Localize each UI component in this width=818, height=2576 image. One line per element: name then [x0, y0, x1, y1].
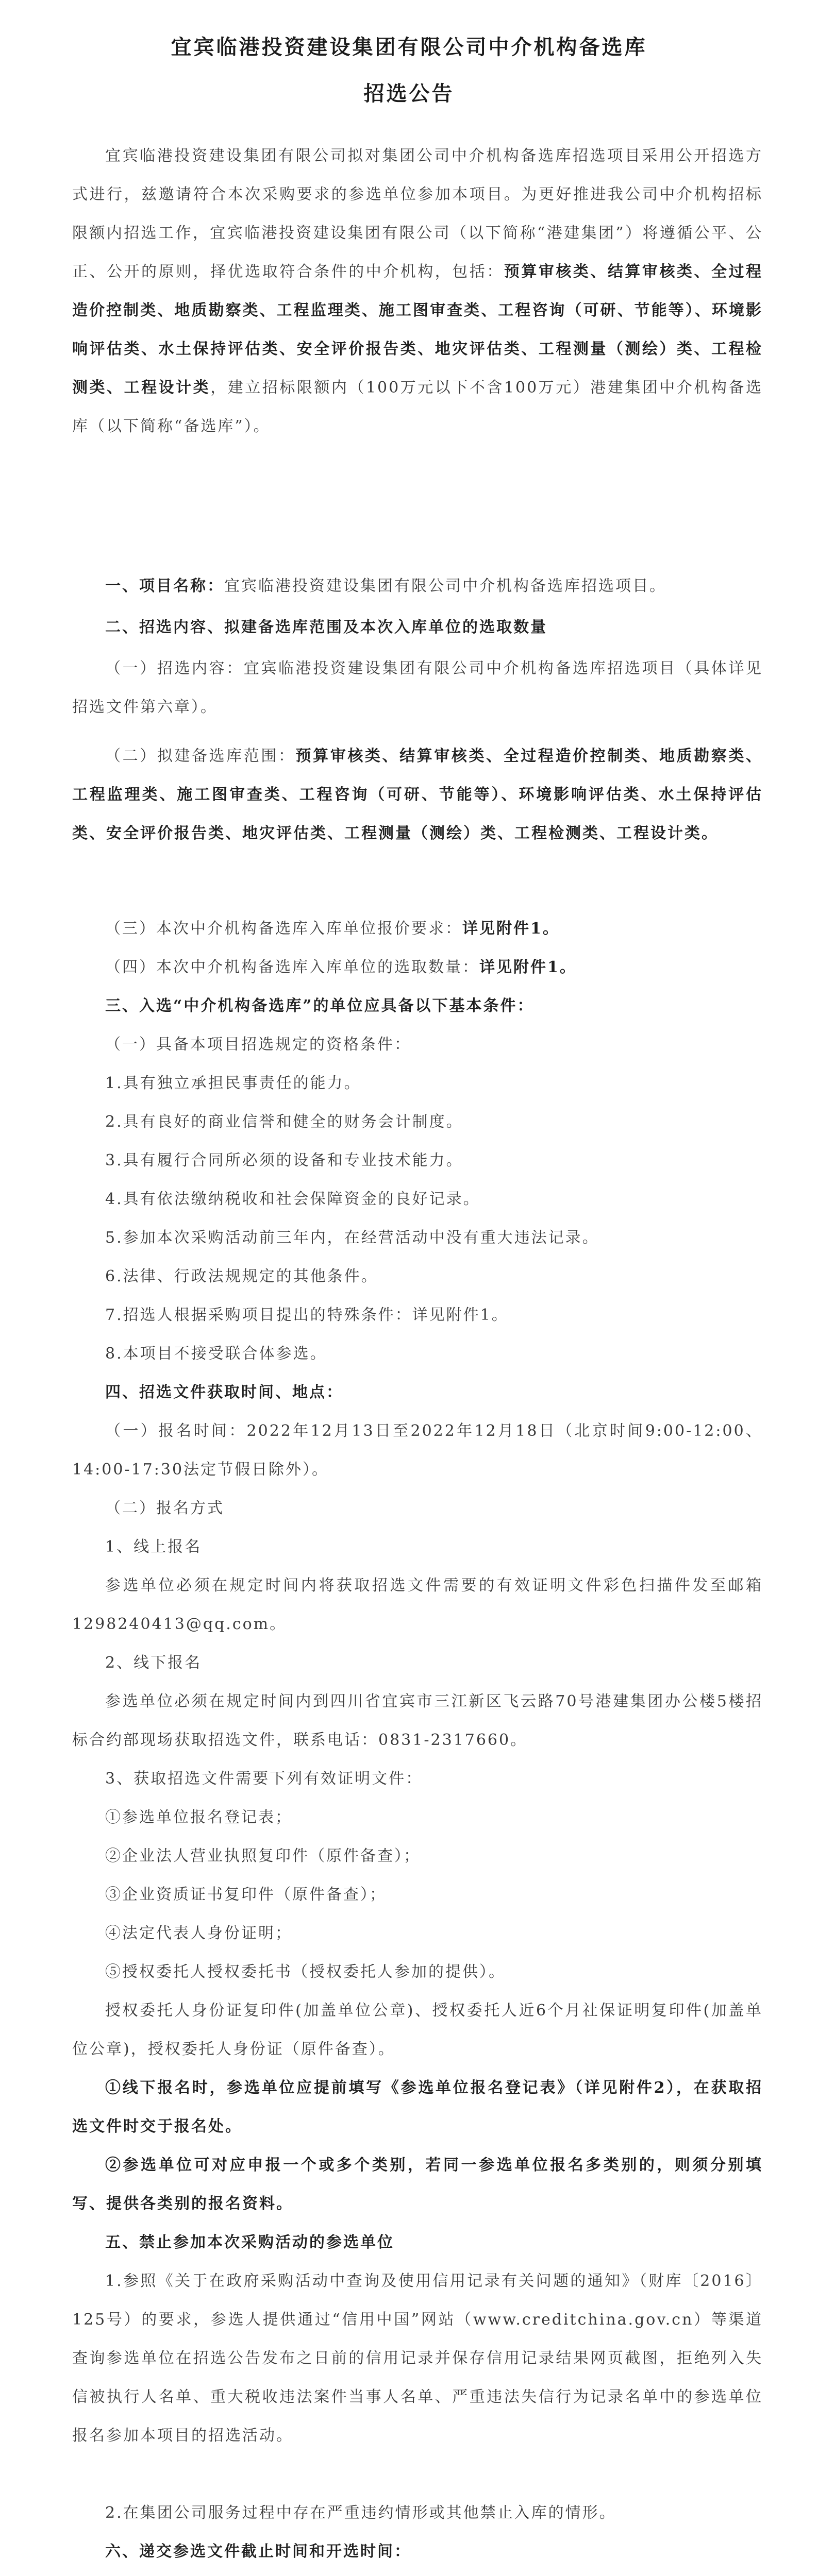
- section-1-heading: 一、项目名称：: [105, 577, 224, 595]
- section-2-item-4-value: 详见附件1。: [479, 958, 577, 976]
- section-2-item-2-categories: 预算审核类、结算审核类、全过程造价控制类、地质勘察类、工程监理类、施工图审查类、工程咨询（可研、节能等）、环境影响评估类、水土保持评估类、安全评价报告类、地灾评估类、工程测量（测绘）类、工程检测类、工程设计类。: [72, 747, 763, 842]
- section-2-heading: 二、招选内容、拟建备选库范围及本次入库单位的选取数量: [105, 618, 547, 636]
- intro-categories: 预算审核类、结算审核类、全过程造价控制类、地质勘察类、工程监理类、施工图审查类、工程咨询（可研、节能等）、环境影响评估类、水土保持评估类、安全评价报告类、地灾评估类、工程测量（测绘）类、工程检测类、工程设计类: [72, 263, 763, 397]
- intro-paragraph: [72, 137, 763, 446]
- condition-item: 6.法律、行政法规规定的其他条件。: [105, 1267, 378, 1285]
- section-2-item-3-value: 详见附件1。: [462, 920, 560, 938]
- section-1: [72, 567, 763, 605]
- condition-item: 8.本项目不接受联合体参选。: [105, 1345, 327, 1363]
- section-4-heading: 四、招选文件获取时间、地点：: [105, 1383, 343, 1401]
- section-5-heading: 五、禁止参加本次采购活动的参选单位: [105, 2233, 394, 2251]
- online-registration-text: 参选单位必须在规定时间内将获取招选文件需要的有效证明文件彩色扫描件发至邮箱1298240413@qq.com。: [72, 1577, 763, 1633]
- offline-registration-heading: 2、线下报名: [105, 1654, 202, 1672]
- required-docs-heading: 3、获取招选文件需要下列有效证明文件：: [105, 1770, 423, 1788]
- required-doc-item: ⑤授权委托人授权委托书（授权委托人参加的提供）。: [105, 1963, 506, 1981]
- condition-item: 5.参加本次采购活动前三年内，在经营活动中没有重大违法记录。: [105, 1229, 599, 1247]
- section-2-item-4: [72, 948, 763, 987]
- online-registration-heading: 1、线上报名: [105, 1538, 202, 1556]
- section-2-item-4-label: （四）本次中介机构备选库入库单位的选取数量：: [105, 958, 479, 976]
- section-1-value: 宜宾临港投资建设集团有限公司中介机构备选库招选项目。: [224, 577, 666, 595]
- section-2-item-3-label: （三）本次中介机构备选库入库单位报价要求：: [105, 920, 462, 938]
- registration-method-heading: （二）报名方式: [105, 1499, 224, 1517]
- required-doc-item: ②企业法人营业执照复印件（原件备查）；: [105, 1847, 421, 1865]
- required-doc-item: ①参选单位报名登记表；: [105, 1808, 292, 1826]
- section-3-heading: 三、入选“中介机构备选库”的单位应具备以下基本条件：: [105, 997, 535, 1015]
- required-doc-item: ③企业资质证书复印件（原件备查）；: [105, 1886, 387, 1904]
- intro-text-a: 宜宾临港投资建设集团有限公司拟对集团公司中介机构备选库招选项目采用公开招选方式进行，兹邀请符合本次采购要求的参选单位参加本项目。为更好推进我公司中介机构招标限额内招选工作，宜宾临港投资建设集团有限公司（以下简称“港建集团”）将遵循公平、公正、公开的原则，择优选取符合条件的中介机构，包括：: [72, 147, 763, 281]
- registration-note-1: ①线下报名时，参选单位应提前填写《参选单位报名登记表》（详见附件2），在获取招选文件时交于报名处。: [72, 2079, 763, 2136]
- offline-registration-text: 参选单位必须在规定时间内到四川省宜宾市三江新区飞云路70号港建集团办公楼5楼招标合约部现场获取招选文件，联系电话：0831-2317660。: [72, 1692, 763, 1749]
- section-2-item-1: （一）招选内容：宜宾临港投资建设集团有限公司中介机构备选库招选项目（具体详见招选文件第六章）。: [72, 659, 763, 716]
- section-2-item-2: [72, 737, 763, 853]
- section-3-sub-1: （一）具备本项目招选规定的资格条件：: [105, 1036, 411, 1054]
- condition-item: 1.具有独立承担民事责任的能力。: [105, 1074, 361, 1092]
- section-6-heading: 六、递交参选文件截止时间和开选时间：: [105, 2543, 411, 2561]
- section-6-item-1: [72, 2571, 763, 2576]
- authorization-docs: 授权委托人身份证复印件(加盖单位公章)、授权委托人近6个月社保证明复印件(加盖单位公章)，授权委托人身份证（原件备查）。: [72, 2002, 763, 2058]
- registration-note-2: ②参选单位可对应申报一个或多个类别，若同一参选单位报名多类别的，则须分别填写、提供各类别的报名资料。: [72, 2156, 763, 2213]
- section-5-item-2: 2.在集团公司服务过程中存在严重违约情形或其他禁止入库的情形。: [105, 2504, 616, 2522]
- condition-item: 2.具有良好的商业信誉和健全的财务会计制度。: [105, 1113, 463, 1131]
- registration-time: （一）报名时间：2022年12月13日至2022年12月18日（北京时间9:00-12:00、14:00-17:30法定节假日除外）。: [72, 1422, 763, 1479]
- section-2-item-3: [72, 909, 763, 948]
- section-2-item-2-label: （二）拟建备选库范围：: [105, 747, 296, 765]
- document-subtitle: 招选公告: [363, 82, 455, 106]
- condition-item: 3.具有履行合同所必须的设备和专业技术能力。: [105, 1151, 463, 1170]
- section-5-item-1: 1.参照《关于在政府采购活动中查询及使用信用记录有关问题的通知》（财库〔2016〕125号）的要求，参选人提供通过“信用中国”网站（www.creditchina.gov.cn）等渠道查询参选单位在招选公告发布之日前的信用记录并保存信用记录结果网页截图，拒绝列入失信被执行人名单、重大税收违法案件当事人名单、严重违法失信行为记录名单中的参选单位报名参加本项目的招选活动。: [72, 2272, 763, 2445]
- condition-item: 4.具有依法缴纳税收和社会保障资金的良好记录。: [105, 1190, 480, 1208]
- required-doc-item: ④法定代表人身份证明；: [105, 1924, 292, 1942]
- condition-item: 7.招选人根据采购项目提出的特殊条件：详见附件1。: [105, 1306, 509, 1324]
- intro-text-c: ，建立招标限额内（100万元以下不含100万元）港建集团中介机构备选库（以下简称“备选库”）。: [72, 379, 763, 435]
- document-title: 宜宾临港投资建设集团有限公司中介机构备选库: [171, 36, 647, 59]
